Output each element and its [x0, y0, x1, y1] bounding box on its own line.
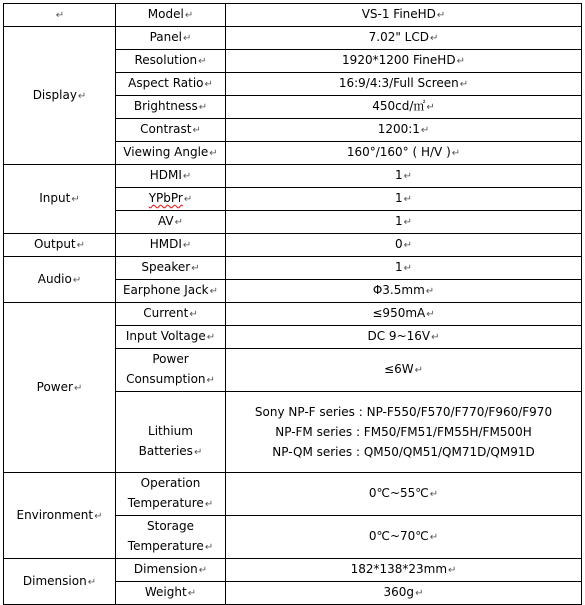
category-audio: Audio↵: [4, 257, 116, 303]
spec-value: 0℃~55℃↵: [226, 473, 582, 516]
spec-value: 1↵: [226, 188, 582, 211]
spec-table: [3, 3, 582, 605]
spec-value: 1200:1↵: [226, 119, 582, 142]
paragraph-mark-icon: ↵: [209, 286, 219, 297]
paragraph-mark-icon: ↵: [183, 194, 193, 205]
spec-value: [226, 392, 582, 473]
paragraph-mark-icon: ↵: [198, 565, 208, 576]
paragraph-mark-icon: ↵: [429, 489, 439, 500]
paragraph-mark-icon: ↵: [403, 171, 413, 182]
spec-label: YPbPr↵: [116, 188, 226, 211]
paragraph-mark-icon: ↵: [436, 10, 446, 21]
spec-value: 160°/160° ( H/V )↵: [226, 142, 582, 165]
paragraph-mark-icon: ↵: [456, 56, 465, 67]
paragraph-mark-icon: ↵: [94, 510, 103, 522]
spec-label: Lithium Batteries↵: [116, 392, 226, 473]
paragraph-mark-icon: ↵: [198, 102, 208, 113]
spec-label: AV↵: [116, 211, 226, 234]
header-corner-cell: [4, 4, 116, 27]
table-row: [4, 4, 582, 27]
paragraph-mark-icon: ↵: [182, 33, 192, 44]
spec-value: 0↵: [226, 234, 582, 257]
spec-label: Aspect Ratio↵: [116, 73, 226, 96]
paragraph-mark-icon: ↵: [204, 542, 214, 553]
paragraph-mark-icon: ↵: [184, 10, 194, 21]
spec-label: Viewing Angle↵: [116, 142, 226, 165]
paragraph-mark-icon: ↵: [206, 375, 215, 386]
spec-label: Contrast↵: [116, 119, 226, 142]
paragraph-mark-icon: ↵: [174, 217, 184, 228]
battery-line: NP-QM series : QM50/QM51/QM71D/QM91D: [272, 445, 535, 459]
paragraph-mark-icon: ↵: [459, 79, 469, 90]
spec-label: Resolution↵: [116, 50, 226, 73]
battery-line: NP-FM series : FM50/FM51/FM55H/FM500H: [275, 425, 532, 439]
spec-value: 360g↵: [226, 582, 582, 605]
spec-value: ≤950mA↵: [226, 303, 582, 326]
paragraph-mark-icon: ↵: [429, 532, 439, 543]
paragraph-mark-icon: ↵: [182, 171, 192, 182]
category-display: Display↵: [4, 27, 116, 165]
paragraph-mark-icon: ↵: [71, 194, 80, 205]
spec-value: 16:9/4:3/Full Screen↵: [226, 73, 582, 96]
spec-value: DC 9~16V↵: [226, 326, 582, 349]
table-row: [4, 27, 582, 50]
spec-value: 1920*1200 FineHD↵: [226, 50, 582, 73]
paragraph-mark-icon: ↵: [209, 148, 218, 159]
paragraph-mark-icon: ↵: [204, 499, 214, 510]
paragraph-mark-icon: ↵: [403, 217, 413, 228]
category-input: Input↵: [4, 165, 116, 234]
spec-label: Input Voltage↵: [116, 326, 226, 349]
spec-value: 1↵: [226, 257, 582, 280]
spec-label: Speaker↵: [116, 257, 226, 280]
paragraph-mark-icon: ↵: [403, 194, 413, 205]
spec-label: HDMI↵: [116, 165, 226, 188]
spec-value: 1↵: [226, 165, 582, 188]
table-row: [4, 257, 582, 280]
model-value: VS-1 FineHD↵: [226, 4, 582, 27]
paragraph-mark-icon: ↵: [72, 274, 82, 286]
spec-label: Power Consumption↵: [116, 349, 226, 392]
table-row: [4, 559, 582, 582]
spec-value: 1↵: [226, 211, 582, 234]
category-output: Output↵: [4, 234, 116, 257]
spec-value: 450cd/㎡↵: [226, 96, 582, 119]
spec-label: Earphone Jack↵: [116, 280, 226, 303]
spec-label: Brightness↵: [116, 96, 226, 119]
paragraph-mark-icon: ↵: [87, 576, 97, 588]
paragraph-mark-icon: ↵: [431, 332, 440, 343]
spec-label: Storage Temperature↵: [116, 516, 226, 559]
paragraph-mark-icon: ↵: [192, 125, 201, 136]
paragraph-mark-icon: ↵: [189, 309, 198, 320]
paragraph-mark-icon: ↵: [403, 240, 413, 251]
paragraph-mark-icon: ↵: [187, 588, 197, 599]
paragraph-mark-icon: ↵: [73, 382, 83, 394]
battery-line: Sony NP-F series : NP-F550/F570/F770/F960/F970: [254, 405, 553, 419]
spec-value: 7.02" LCD↵: [226, 27, 582, 50]
paragraph-mark-icon: ↵: [420, 125, 430, 136]
paragraph-mark-icon: ↵: [182, 240, 192, 251]
paragraph-mark-icon: ↵: [204, 79, 213, 90]
paragraph-mark-icon: ↵: [426, 102, 435, 113]
paragraph-mark-icon: ↵: [76, 240, 86, 251]
spec-label: Current↵: [116, 303, 226, 326]
spec-label: HMDI↵: [116, 234, 226, 257]
category-dimension: Dimension↵: [4, 559, 116, 605]
table-row: [4, 234, 582, 257]
spec-label: Dimension↵: [116, 559, 226, 582]
paragraph-mark-icon: ↵: [198, 56, 207, 67]
spec-label: Weight↵: [116, 582, 226, 605]
paragraph-mark-icon: ↵: [425, 286, 435, 297]
category-environment: Environment↵: [4, 473, 116, 559]
paragraph-mark-icon: ↵: [414, 365, 423, 376]
spec-label: Panel↵: [116, 27, 226, 50]
paragraph-mark-icon: ↵: [77, 90, 87, 102]
paragraph-mark-icon: ↵: [426, 309, 435, 320]
spec-value: Φ3.5mm↵: [226, 280, 582, 303]
paragraph-mark-icon: ↵: [403, 263, 413, 274]
spec-value: ≤6W↵: [226, 349, 582, 392]
spec-value: 182*138*23mm↵: [226, 559, 582, 582]
paragraph-mark-icon: ↵: [193, 447, 203, 458]
model-label: Model↵: [116, 4, 226, 27]
paragraph-mark-icon: ↵: [55, 10, 65, 21]
paragraph-mark-icon: ↵: [191, 263, 200, 274]
table-row: [4, 303, 582, 326]
paragraph-mark-icon: ↵: [415, 588, 424, 599]
paragraph-mark-icon: ↵: [448, 565, 457, 576]
table-row: [4, 165, 582, 188]
paragraph-mark-icon: ↵: [206, 332, 216, 343]
paragraph-mark-icon: ↵: [451, 148, 461, 159]
category-power: Power↵: [4, 303, 116, 473]
paragraph-mark-icon: ↵: [429, 33, 439, 44]
spec-label: Operation Temperature↵: [116, 473, 226, 516]
spec-value: 0℃~70℃↵: [226, 516, 582, 559]
